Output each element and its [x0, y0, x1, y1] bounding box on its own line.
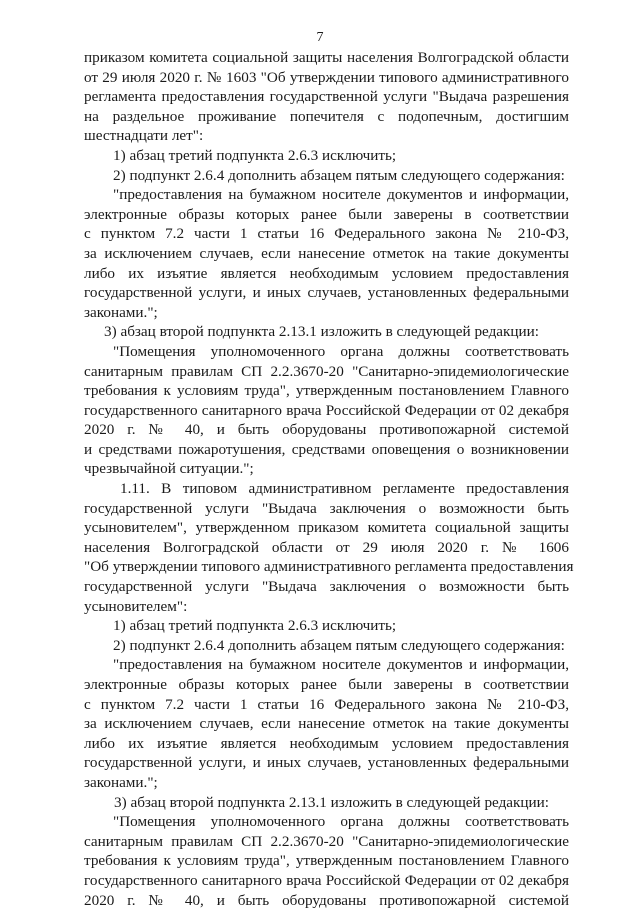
text-line: 3) абзац второй подпункта 2.13.1 изложить в следующей редакции:: [114, 793, 550, 811]
text-line: "Помещения уполномоченного органа должны соответствовать: [113, 342, 569, 360]
text-line: 1) абзац третий подпункта 2.6.3 исключить;: [113, 146, 397, 164]
text-line: 2020 г. № 40, и быть оборудованы противопожарной системой: [84, 421, 569, 439]
text-line: 2) подпункт 2.6.4 дополнить абзацем пятым следующего содержания:: [113, 166, 565, 184]
text-line: "предоставления на бумажном носителе документов и информации,: [113, 186, 569, 204]
text-line: требования к условиям труда", утвержденным постановлением Главного: [84, 382, 569, 400]
document-body: [84, 48, 574, 910]
text-line: за исключением случаев, если нанесение отметок на такие документы: [84, 244, 569, 262]
text-line: 1.11. В типовом административном регламенте предоставления: [120, 480, 569, 498]
text-line: за исключением случаев, если нанесение отметок на такие документы: [84, 715, 569, 733]
text-line: электронные образы которых ранее были заверены в соответствии: [84, 205, 569, 223]
text-line: государственной услуги "Выдача заключения о возможности быть: [84, 578, 569, 596]
text-line: от 29 июля 2020 г. № 1603 "Об утверждении типового административного: [84, 68, 569, 86]
text-line: усыновителем":: [84, 597, 188, 615]
text-line: электронные образы которых ранее были заверены в соответствии: [84, 676, 569, 693]
text-line: приказом комитета социальной защиты населения Волгоградской области: [84, 49, 569, 66]
text-line: регламента предоставления государственной услуги "Выдача разрешения: [84, 88, 569, 106]
page-number: 7: [316, 30, 324, 45]
text-line: государственного санитарного врача Российской Федерации от 02 декабря: [84, 871, 569, 889]
text-line: государственной услуги, и иных случаев, установленных федеральными: [84, 754, 569, 772]
text-line: с пунктом 7.2 части 1 статьи 16 Федерального закона № 210-ФЗ,: [84, 695, 569, 713]
text-line: государственной услуги "Выдача заключения о возможности быть: [84, 499, 569, 517]
text-line: 1) абзац третий подпункта 2.6.3 исключить;: [113, 617, 397, 635]
text-line: на раздельное проживание попечителя с подопечным, достигшим: [84, 107, 569, 125]
text-line: "Об утверждении типового административного регламента предоставления: [84, 558, 574, 576]
text-line: санитарным правилам СП 2.2.3670-20 "Санитарно-эпидемиологические: [84, 832, 569, 850]
text-line: санитарным правилам СП 2.2.3670-20 "Санитарно-эпидемиологические: [84, 362, 569, 380]
text-line: "предоставления на бумажном носителе документов и информации,: [113, 656, 569, 674]
text-line: законами.";: [84, 303, 158, 321]
text-line: требования к условиям труда", утвержденным постановлением Главного: [84, 852, 569, 870]
text-line: 3) абзац второй подпункта 2.13.1 изложить в следующей редакции:: [104, 323, 540, 341]
text-line: чрезвычайной ситуации.";: [84, 460, 254, 478]
text-line: государственной услуги, и иных случаев, установленных федеральными: [84, 284, 569, 302]
text-line: населения Волгоградской области от 29 июля 2020 г. № 1606: [84, 538, 569, 556]
text-line: "Помещения уполномоченного органа должны соответствовать: [113, 813, 569, 831]
text-line: 2) подпункт 2.6.4 дополнить абзацем пятым следующего содержания:: [113, 636, 565, 654]
text-line: государственного санитарного врача Российской Федерации от 02 декабря: [84, 401, 569, 419]
text-line: либо их изъятие является необходимым условием предоставления: [84, 264, 569, 282]
text-line: и средствами пожаротушения, средствами оповещения о возникновении: [84, 440, 569, 458]
text-line: с пунктом 7.2 части 1 статьи 16 Федерального закона № 210-ФЗ,: [84, 225, 569, 243]
text-line: законами.";: [84, 773, 158, 791]
text-line: 2020 г. № 40, и быть оборудованы противопожарной системой: [84, 891, 569, 909]
text-line: либо их изъятие является необходимым условием предоставления: [84, 734, 569, 752]
text-line: шестнадцати лет":: [84, 127, 204, 145]
text-line: усыновителем", утвержденном приказом комитета социальной защиты: [84, 519, 569, 537]
